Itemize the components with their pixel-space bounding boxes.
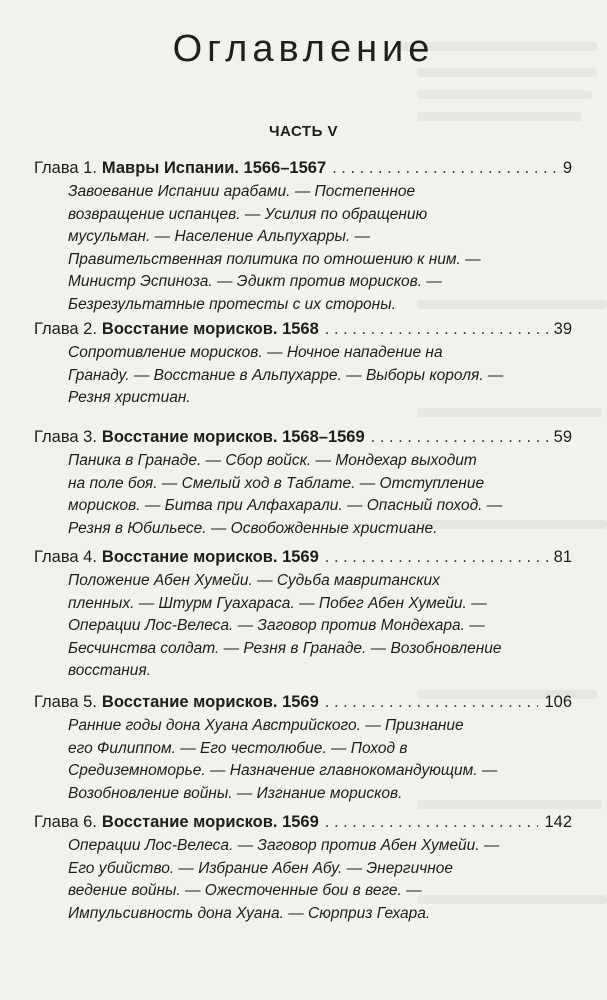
chapter-label: Глава 3. — [34, 428, 97, 446]
toc-entry-chapter-5[interactable] — [34, 691, 572, 805]
chapter-title[interactable]: Восстание морисков. 1569 — [101, 813, 319, 831]
toc-entry-chapter-6[interactable] — [34, 811, 572, 925]
dot-leader — [325, 691, 539, 713]
chapter-label: Глава 6. — [34, 813, 97, 831]
summary-line: морисков. — Битва при Алфахарали. — Опасный поход. — — [68, 497, 503, 514]
part-heading: ЧАСТЬ V — [268, 123, 339, 140]
dot-leader — [325, 546, 548, 568]
dot-leader — [325, 318, 548, 340]
summary-line: Возобновление войны. — Изгнание морисков. — [68, 784, 403, 802]
summary-line: Гранаду. — Восстание в Альпухарре. — Выборы короля. — — [68, 366, 504, 384]
summary-line: Ранние годы дона Хуана Австрийского. — Признание — [68, 717, 464, 734]
chapter-summary — [68, 450, 538, 540]
summary-line: Его убийство. — Избрание Абен Абу. — Энергичное — [68, 859, 453, 877]
chapter-title[interactable]: Восстание морисков. 1568–1569 — [101, 428, 365, 446]
chapter-summary — [68, 181, 538, 316]
summary-line: Импульсивность дона Хуана. — Сюрприз Гехара. — [68, 904, 431, 922]
summary-line: Правительственная политика по отношению к ним. — — [68, 250, 481, 268]
summary-line: Операции Лос-Велеса. — Заговор против Мондехара. — — [68, 617, 485, 634]
summary-line: пленных. — Штурм Гуахараса. — Побег Абен Хумейи. — — [68, 594, 487, 612]
chapter-summary — [68, 570, 538, 683]
summary-line: Министр Эспиноза. — Эдикт против морисков. — — [68, 273, 442, 290]
toc-entry-chapter-1[interactable] — [34, 157, 572, 316]
dot-leader — [325, 811, 539, 833]
summary-line: его Филиппом. — Его честолюбие. — Поход в — [68, 739, 408, 757]
chapter-label: Глава 4. — [34, 548, 97, 566]
summary-line: Безрезультатные протесты с их стороны. — [68, 295, 396, 313]
summary-line: Положение Абен Хумейи. — Судьба мавританских — [68, 572, 440, 589]
chapter-summary — [68, 715, 538, 805]
chapter-label: Глава 2. — [34, 320, 97, 338]
toc-entry-chapter-4[interactable] — [34, 546, 572, 683]
summary-line: мусульман. — Население Альпухарры. — — [68, 228, 371, 245]
chapter-page-number: 106 — [544, 693, 572, 711]
summary-line: Резня в Юбильесе. — Освобожденные христиане. — [68, 519, 438, 537]
chapter-title[interactable]: Восстание морисков. 1568 — [101, 320, 319, 338]
page-title: Оглавление — [172, 28, 435, 70]
dot-leader — [371, 426, 548, 448]
chapter-summary — [68, 835, 538, 925]
chapter-page-number: 39 — [553, 320, 572, 338]
summary-line: Паника в Гранаде. — Сбор войск. — Мондехар выходит — [68, 452, 477, 469]
summary-line: Завоевание Испании арабами. — Постепенное — [68, 183, 416, 200]
summary-line: ведение войны. — Ожесточенные бои в веге. — — [68, 882, 422, 899]
chapter-page-number: 142 — [544, 813, 572, 831]
summary-line: Сопротивление морисков. — Ночное нападение на — [68, 344, 443, 361]
chapter-label: Глава 5. — [34, 693, 97, 711]
summary-line: Средиземноморье. — Назначение главнокомандующим. — — [68, 762, 498, 779]
chapter-summary — [68, 342, 538, 410]
summary-line: на поле боя. — Смелый ход в Таблате. — Отступление — [68, 474, 485, 492]
summary-line: Резня христиан. — [68, 389, 191, 406]
chapter-page-number: 81 — [553, 548, 572, 566]
chapter-label: Глава 1. — [34, 159, 97, 177]
summary-line: восстания. — [68, 662, 151, 679]
chapter-page-number: 9 — [562, 159, 572, 177]
summary-line: Бесчинства солдат. — Резня в Гранаде. — Возобновление — [68, 639, 502, 657]
toc-entry-chapter-3[interactable] — [34, 426, 572, 540]
dot-leader — [332, 157, 557, 179]
chapter-title[interactable]: Восстание морисков. 1569 — [101, 693, 319, 711]
summary-line: возвращение испанцев. — Усилия по обращению — [68, 205, 428, 223]
chapter-title[interactable]: Мавры Испании. 1566–1567 — [101, 159, 327, 177]
summary-line: Операции Лос-Велеса. — Заговор против Абен Хумейи. — — [68, 837, 500, 854]
chapter-page-number: 59 — [553, 428, 572, 446]
toc-entry-chapter-2[interactable] — [34, 318, 572, 410]
chapter-title[interactable]: Восстание морисков. 1569 — [101, 548, 319, 566]
